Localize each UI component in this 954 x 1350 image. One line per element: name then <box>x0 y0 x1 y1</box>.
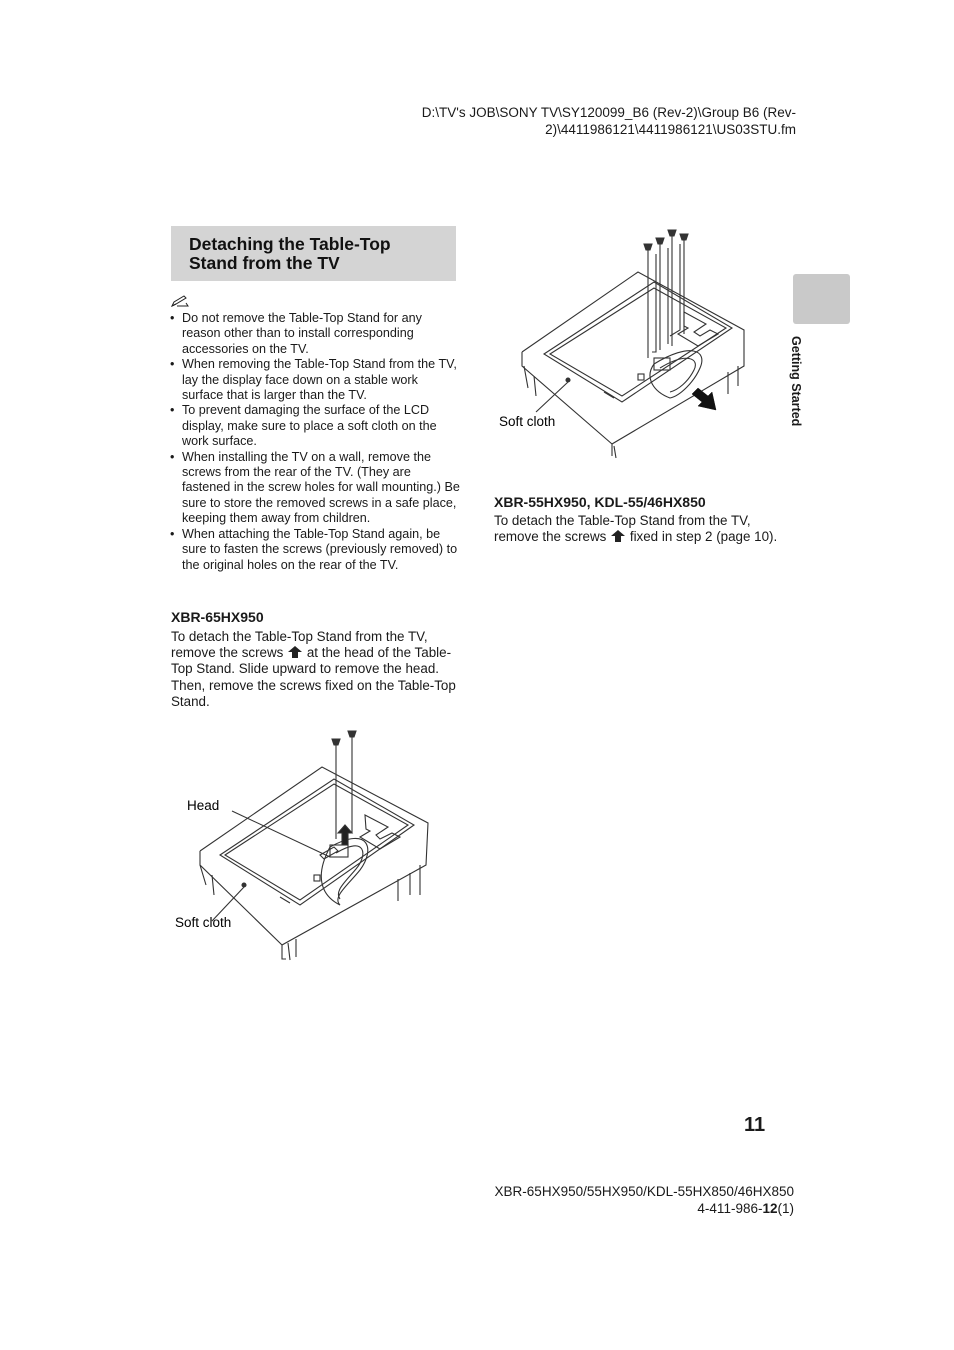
page-number: 11 <box>744 1114 766 1136</box>
side-tab-label: Getting Started <box>789 336 803 427</box>
note-item: • When attaching the Table-Top Stand again, be sure to fasten the screws (previously removed) to the original holes on the rear of the TV. <box>170 527 460 573</box>
screw-arrow-icon <box>288 646 302 658</box>
footer-code-suffix: (1) <box>777 1201 794 1216</box>
xbr55-detach-figure <box>494 226 754 462</box>
notes-list <box>170 311 460 573</box>
xbr65-detach-figure <box>170 715 440 965</box>
xbr65-text-2: at the head of the Table-Top Stand. Slide upward to remove the head. Then, remove the screws fixed on the Table-Top Stand. <box>171 645 456 709</box>
xbr55-heading: XBR-55HX950, KDL-55/46HX850 <box>494 494 706 510</box>
footer-code <box>374 1200 794 1217</box>
section-title: Detaching the Table-Top Stand from the TV <box>189 234 391 273</box>
xbr65-label-head: Head <box>187 798 220 813</box>
note-pencil-icon <box>171 295 189 307</box>
xbr65-label-soft-cloth: Soft cloth <box>175 915 232 930</box>
xbr55-text-1: To detach the Table-Top Stand from the TV, remove the screws <box>494 513 751 545</box>
note-item: • Do not remove the Table-Top Stand for any reason other than to install corresponding accessories on the TV. <box>170 311 460 357</box>
section-heading-box <box>171 226 456 281</box>
xbr55-instructions <box>494 513 780 545</box>
side-tab <box>793 274 850 324</box>
xbr65-text-1: To detach the Table-Top Stand from the TV, remove the screws <box>171 629 428 661</box>
file-path-header <box>376 104 796 138</box>
file-path-line-1: D:\TV's JOB\SONY TV\SY120099_B6 (Rev-2)\Group B6 (Rev- <box>421 105 796 120</box>
xbr65-heading: XBR-65HX950 <box>171 609 264 625</box>
xbr65-instructions <box>171 629 461 710</box>
note-item: • When removing the Table-Top Stand from the TV, lay the display face down on a stable work surface that is larger than the TV. <box>170 357 460 403</box>
footer <box>374 1183 794 1217</box>
file-path-line-2: 2)\4411986121\4411986121\US03STU.fm <box>545 122 796 137</box>
xbr55-label-soft-cloth: Soft cloth <box>499 414 556 429</box>
note-item: • When installing the TV on a wall, remove the screws from the rear of the TV. (They are fastened in the screw holes for wall mounting.) Be sure to store the removed screws in a safe place, keeping them away from children. <box>170 450 460 527</box>
footer-code-bold: 12 <box>762 1201 778 1216</box>
footer-models: XBR-65HX950/55HX950/KDL-55HX850/46HX850 <box>494 1184 794 1199</box>
footer-code-prefix: 4-411-986- <box>697 1201 763 1216</box>
xbr55-text-2: fixed in step 2 (page 10). <box>629 529 778 545</box>
note-item: • To prevent damaging the surface of the LCD display, make sure to place a soft cloth on the work surface. <box>170 403 460 449</box>
screw-arrow-icon <box>611 530 625 542</box>
